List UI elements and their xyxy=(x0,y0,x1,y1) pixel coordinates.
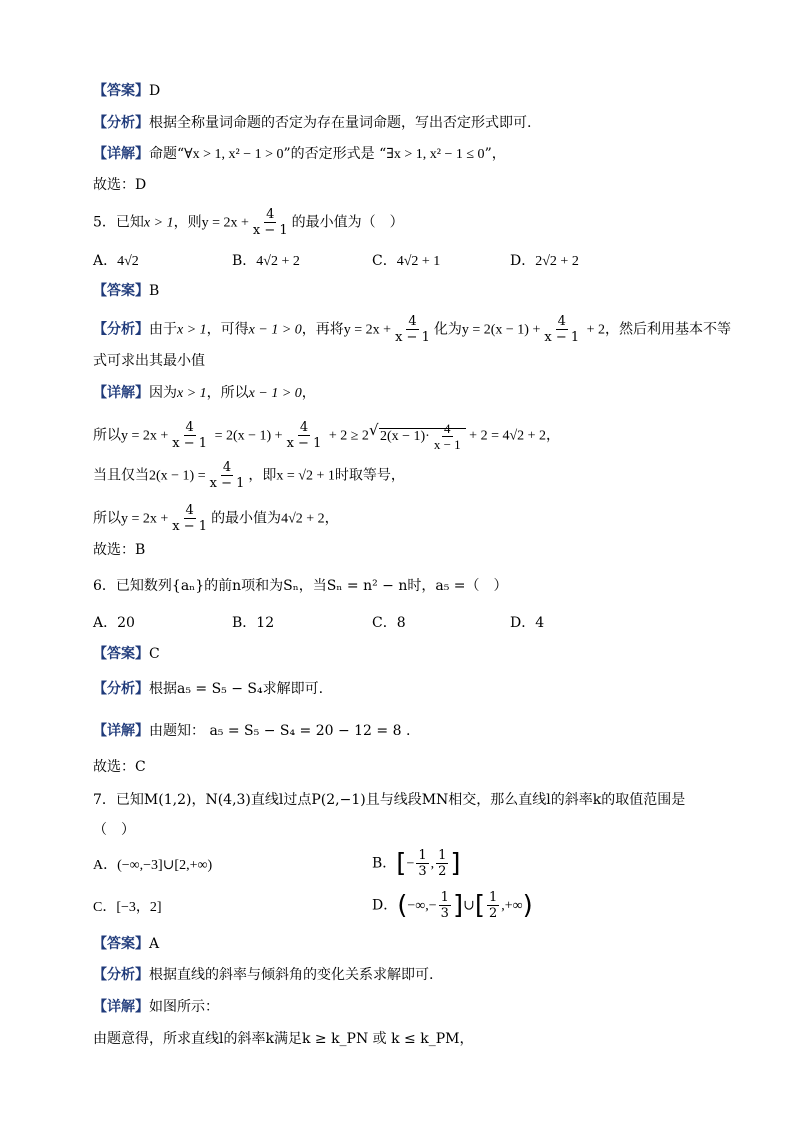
right-bracket: ] xyxy=(452,890,464,921)
answer-tag: 【答案】 xyxy=(93,83,149,99)
q5-analysis-math: x − 1 > 0 xyxy=(248,322,302,338)
analysis-tag: 【分析】 xyxy=(93,115,149,131)
option-value: ,+∞ xyxy=(501,898,523,914)
option-value: − xyxy=(406,856,415,872)
q5-detail-math: + 2 = 4√2 + 2， xyxy=(465,428,561,444)
q7-detail: 如图所示： xyxy=(149,999,219,1015)
fraction-numerator: 4 xyxy=(299,420,309,435)
q4-analysis: 根据全称量词命题的否定为存在量词命题，写出否定形式即可. xyxy=(149,115,532,131)
q7-analysis: 根据直线的斜率与倾斜角的变化关系求解即可. xyxy=(149,967,434,983)
q6-option-d: D．4 xyxy=(510,615,545,631)
q4-detail-line xyxy=(93,143,506,166)
q5-detail-line-1 xyxy=(93,382,316,405)
q5-detail-text: 所以 xyxy=(93,427,121,444)
q4-answer-line xyxy=(93,80,160,102)
q5-analysis-text: ，然后利用基本不等 xyxy=(605,321,732,338)
q4-detail-text: 命题“ xyxy=(149,146,185,162)
answer-tag: 【答案】 xyxy=(93,936,149,952)
radicand: 2(x − 1)· $\frac{4}{x - 1}$ xyxy=(379,428,466,444)
answer-tag: 【答案】 xyxy=(93,283,149,299)
fraction-denominator: x − 1 xyxy=(172,436,208,451)
fraction-denominator: 2 xyxy=(489,906,498,921)
fraction-numerator: 1 xyxy=(489,890,498,905)
fraction-numerator: 4 xyxy=(185,503,194,518)
q5-fraction xyxy=(432,421,463,452)
q4-detail-text: ”的否定形式是 “ xyxy=(283,146,387,162)
q5-number: 5． xyxy=(93,214,116,231)
q5-choice: B xyxy=(135,542,146,558)
option-label: D． xyxy=(510,253,536,269)
fraction-numerator: 4 xyxy=(557,314,566,329)
q4-detail-text: ”， xyxy=(484,146,506,162)
q5-stem-text: 的最小值为（ ） xyxy=(291,214,404,231)
q7-stem-text: 已知M(1,2)，N(4,3)直线l过点P(2,−1)且与线段MN相交，那么直线l的斜率k的取值范围是 xyxy=(115,792,686,808)
left-paren: ( xyxy=(397,890,408,921)
q6-number: 6． xyxy=(93,578,116,594)
q5-analysis-line xyxy=(93,314,731,345)
choose-label: 故选： xyxy=(93,542,135,558)
q6-option-c: C．8 xyxy=(372,615,406,631)
q5-detail-math: x − 1 > 0 xyxy=(248,386,302,401)
q4-proposition: ∀x > 1, x² − 1 > 0 xyxy=(184,147,284,162)
q5-detail-line-3 xyxy=(93,460,405,491)
comma: , xyxy=(430,856,435,872)
q5-detail-math: y = 2x + xyxy=(121,428,169,444)
q7-number: 7． xyxy=(93,792,116,808)
q5-fraction xyxy=(251,207,290,238)
fraction-numerator: 4 xyxy=(222,460,232,475)
q5-sqrt xyxy=(369,421,466,452)
q5-detail-text: ， xyxy=(301,385,316,401)
q6-choice: C xyxy=(135,759,146,775)
q7-fraction xyxy=(487,890,499,921)
q7-last-line: 由题意得，所求直线l的斜率k满足k ≥ k_PN 或 k ≤ k_PM， xyxy=(93,1031,474,1047)
option-value: 2√2 + 2 xyxy=(535,254,579,269)
option-label: B． xyxy=(232,253,257,269)
fraction-numerator: 1 xyxy=(418,848,427,863)
q4-choice: D xyxy=(135,177,147,193)
q7-fraction xyxy=(416,848,428,879)
q5-fraction xyxy=(170,503,209,534)
q5-detail-math: = 2(x − 1) + xyxy=(211,428,283,444)
q5-analysis-text: ，再将 xyxy=(301,321,344,338)
q6-option-a: A．20 xyxy=(93,615,135,631)
q5-detail-math: + 2 ≥ 2 xyxy=(325,428,369,444)
fraction-denominator: 2 xyxy=(438,864,447,879)
q5-detail-text: 的最小值为 xyxy=(211,510,282,527)
q4-analysis-line xyxy=(93,112,531,134)
q5-analysis-text: 化为 xyxy=(433,321,462,338)
q5-stem-text: ，则 xyxy=(173,214,202,231)
q5-analysis-text: ，可得 xyxy=(206,321,249,338)
fraction-numerator: 4 xyxy=(444,420,451,436)
q7-option-c: C．[−3，2] xyxy=(93,900,162,915)
detail-tag: 【详解】 xyxy=(93,999,149,1015)
analysis-tag: 【分析】 xyxy=(93,967,149,983)
q6-answer: C xyxy=(149,646,160,662)
q5-stem xyxy=(93,207,404,238)
option-label: B． xyxy=(372,855,397,872)
fraction-numerator: 1 xyxy=(438,848,447,863)
detail-tag: 【详解】 xyxy=(93,385,149,401)
fraction-denominator: 3 xyxy=(418,864,427,879)
q5-option-b xyxy=(232,250,300,273)
q5-condition: x > 1 xyxy=(143,215,174,231)
q6-detail-line xyxy=(93,720,410,742)
fraction-numerator: 4 xyxy=(266,207,275,222)
q4-negation: ∃x > 1, x² − 1 ≤ 0 xyxy=(386,147,485,162)
q5-detail-text: 所以 xyxy=(93,510,121,527)
q7-stem-2: （ ） xyxy=(93,822,135,838)
answer-tag: 【答案】 xyxy=(93,646,149,662)
q4-choose-line xyxy=(93,174,146,196)
q5-detail-line-4 xyxy=(93,503,339,534)
q5-detail-line-2 xyxy=(93,420,560,452)
option-label: D． xyxy=(372,897,398,914)
fraction-denominator: x − 1 xyxy=(395,330,430,345)
right-bracket: ] xyxy=(450,848,461,879)
q6-choose-line xyxy=(93,756,146,778)
q5-analysis-math: + 2 xyxy=(583,322,606,338)
q5-fraction xyxy=(285,420,324,451)
left-bracket: [ xyxy=(396,848,407,879)
analysis-tag: 【分析】 xyxy=(93,321,149,338)
q7-analysis-line xyxy=(93,964,433,986)
q5-detail-text: ，所以 xyxy=(206,385,249,401)
q5-detail-text: ，即 xyxy=(248,467,277,484)
fraction-numerator: 4 xyxy=(185,420,194,435)
q5-expression: y = 2x + xyxy=(201,215,249,231)
q5-option-c xyxy=(372,250,440,273)
q6-analysis: 根据a₅ = S₅ − S₄求解即可. xyxy=(149,681,324,697)
q6-stem-text: 已知数列{aₙ}的前n项和为Sₙ，当Sₙ = n² − n时，a₅ =（ ） xyxy=(115,578,508,594)
q7-option-b xyxy=(372,848,461,879)
union-sign: ∪ xyxy=(463,898,475,914)
q7-fraction xyxy=(439,890,451,921)
q6-answer-line xyxy=(93,643,160,665)
q5-stem-text: 已知 xyxy=(115,214,144,231)
analysis-tag: 【分析】 xyxy=(93,681,149,697)
q7-fraction xyxy=(436,848,448,879)
q7-stem xyxy=(93,789,685,811)
choose-label: 故选： xyxy=(93,177,135,193)
fraction-numerator: 1 xyxy=(440,890,449,905)
right-paren: ) xyxy=(522,890,533,921)
fraction-denominator: x − 1 xyxy=(209,476,245,491)
fraction-denominator: x − 1 xyxy=(433,436,461,452)
q6-option-b: B．12 xyxy=(232,615,275,631)
q5-detail-text: 当且仅当 xyxy=(93,467,149,484)
q6-analysis-line xyxy=(93,678,323,700)
q7-detail-line xyxy=(93,996,219,1018)
q5-analysis-text: 由于 xyxy=(149,321,177,338)
left-bracket: [ xyxy=(474,890,485,921)
q5-detail-math: 4√2 + 2 xyxy=(281,511,325,527)
fraction-denominator: 3 xyxy=(440,906,449,921)
q5-analysis-line-2 xyxy=(93,350,205,372)
q6-detail: 由题知： a₅ = S₅ − S₄ = 20 − 12 = 8 . xyxy=(149,723,411,739)
q5-fraction xyxy=(170,420,209,451)
detail-tag: 【详解】 xyxy=(93,723,149,739)
q5-detail-math: x > 1 xyxy=(177,386,207,401)
option-value: 4√2 xyxy=(117,254,139,269)
q7-option-a: A．(−∞,−3]∪[2,+∞) xyxy=(93,858,213,873)
q5-detail-math: y = 2x + xyxy=(121,511,169,527)
q5-detail-text: ， xyxy=(324,510,339,527)
q5-answer-line xyxy=(93,280,159,302)
q5-option-a xyxy=(93,250,139,273)
q7-answer-line xyxy=(93,933,159,955)
q6-stem xyxy=(93,575,508,597)
q5-fraction xyxy=(542,314,581,345)
q7-answer: A xyxy=(149,936,160,952)
q5-detail-math: 2(x − 1) = xyxy=(149,468,206,484)
fraction-denominator: x − 1 xyxy=(172,519,208,534)
fraction-numerator: 4 xyxy=(408,314,417,329)
option-value: 4√2 + 2 xyxy=(256,254,300,269)
fraction-denominator: x − 1 xyxy=(252,223,288,238)
detail-tag: 【详解】 xyxy=(93,146,149,162)
option-label: C． xyxy=(372,253,397,269)
q5-choose-line xyxy=(93,539,145,561)
q5-fraction xyxy=(208,460,247,491)
option-value: −∞,− xyxy=(407,898,437,914)
q5-fraction xyxy=(393,314,432,345)
fraction-denominator: x − 1 xyxy=(544,330,580,345)
option-value: 4√2 + 1 xyxy=(396,254,441,269)
fraction-denominator: x − 1 xyxy=(286,436,322,451)
q5-answer: B xyxy=(149,283,160,299)
q4-answer: D xyxy=(149,83,161,99)
q5-analysis-math: x > 1 xyxy=(177,322,207,338)
choose-label: 故选： xyxy=(93,759,135,775)
option-label: A． xyxy=(93,253,118,269)
radical-sign: √ xyxy=(368,420,379,439)
q5-detail-text: 因为 xyxy=(149,385,177,401)
q5-analysis-math: y = 2(x − 1) + xyxy=(461,322,541,338)
q5-option-d xyxy=(510,250,579,273)
q7-option-d xyxy=(372,890,533,921)
q5-analysis-text: 式可求出其最小值 xyxy=(93,353,205,369)
q5-analysis-math: y = 2x + xyxy=(343,322,392,338)
q5-detail-text: 时取等号， xyxy=(334,467,405,484)
q5-detail-math: x = √2 + 1 xyxy=(276,468,335,484)
